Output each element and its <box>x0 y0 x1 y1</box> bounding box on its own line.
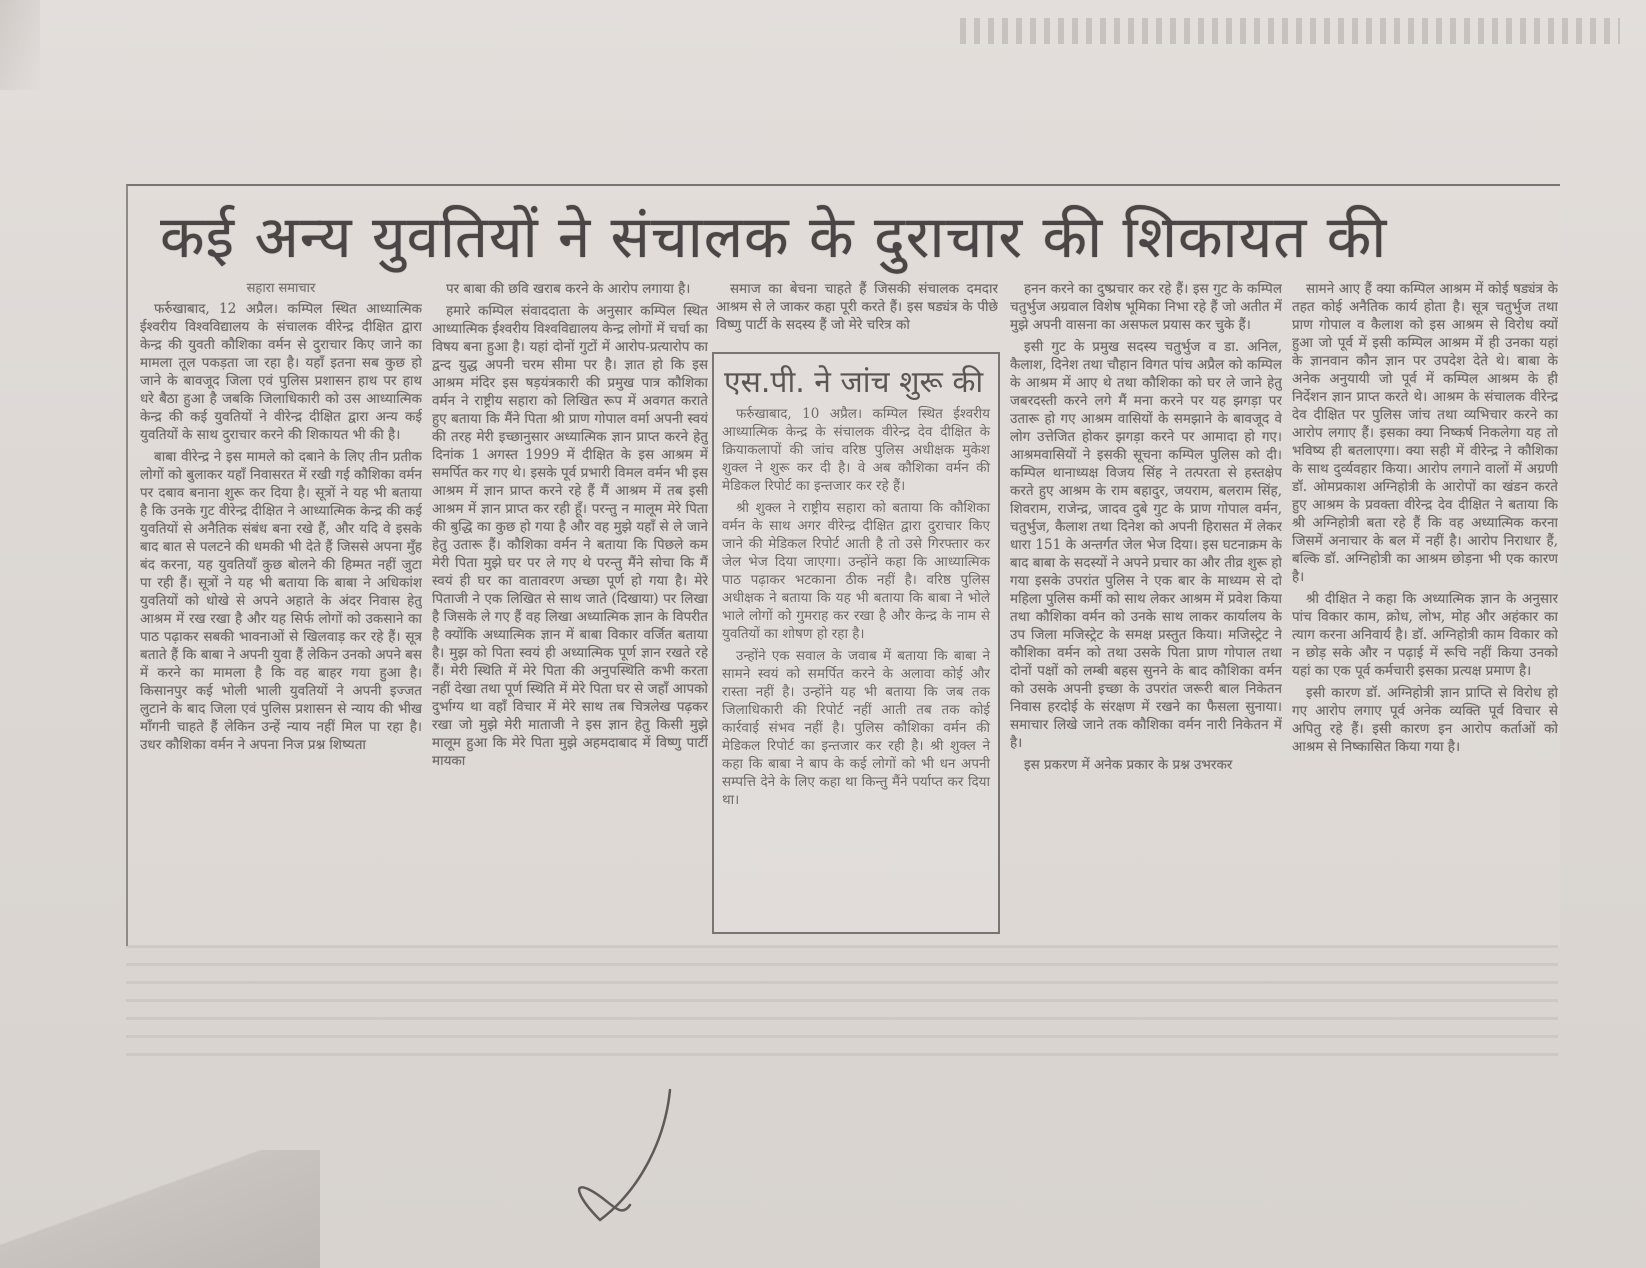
paragraph: इसी गुट के प्रमुख सदस्य चतुर्भुज व डा. अनिल, कैलाश, दिनेश तथा चौहान विगत पांच अप्रैल को कम्पिल के आश्रम में आए थे तथा कौशिका को घर ले जाने हेतु जबरदस्ती करने लगे मैं मना करने पर यह झगड़ा पर उतारू हो गए आश्रम वासियों के समझाने के बावजूद वे लोग उत्तेजित होकर झगड़ा करने पर आमादा हो गए। आश्रमवासियों ने इसकी सूचना कम्पिल पुलिस को दी। कम्पिल थानाध्यक्ष विजय सिंह ने तत्परता से हस्तक्षेप करते हुए आश्रम के राम बहादुर, जयराम, बलराम सिंह, शिवराम, राजेन्द्र, जादव दुबे गुट के प्राण गोपाल वर्मन, चतुर्भुज, कैलाश तथा दिनेश को अपनी हिरासत में लेकर धारा 151 के अन्तर्गत जेल भेज दिया। इस घटनाक्रम के बाद बाबा के सदस्यों ने अपने प्रचार का और तीव्र शुरू हो गया इसके उपरांत पुलिस ने एक बार के माध्यम से दो महिला पुलिस कर्मी को साथ लेकर आश्रम में प्रवेश किया तथा कौशिका वर्मन को उनके साथ लाकर कार्यालय के उप जिला मजिस्ट्रेट के समक्ष प्रस्तुत किया। मजिस्ट्रेट ने कौशिका वर्मन को तथा उसके पिता प्राण गोपाल तथा दोनों पक्षों को लम्बी बहस सुनने के बाद कौशिका वर्मन को उसके अपनी इच्छा के उपरांत जरूरी बाल निकेतन निवास हरदोई के संरक्षण में रखने का फैसला सुनाया। समाचार लिखे जाने तक कौशिका वर्मन नारी निकेतन में है। <box>1010 339 1282 751</box>
paragraph: हमारे कम्पिल संवाददाता के अनुसार कम्पिल स्थित आध्यात्मिक ईश्वरीय विश्वविद्यालय केन्द्र लोगों में चर्चा का विषय बना हुआ है। यहां दोनों गुटों में आरोप-प्रत्यारोप का द्वन्द युद्ध अपनी चरम सीमा पर है। ज्ञात हो कि इस आश्रम मंदिर इस षड़यंत्रकारी की प्रमुख पात्र कौशिका वर्मन ने राष्ट्रीय सहारा को लिखित रूप में अवगत कराते हुए बताया कि मैंने पिता श्री प्राण गोपाल वर्मा अपनी स्वयं की तरह मेरी इच्छानुसार अध्यात्मिक ज्ञान प्राप्त करने हेतु दिनांक 1 अगस्त 1999 में दीक्षित के इस आश्रम में समर्पित कर गए थे। इसके पूर्व प्रभारी विमल वर्मन भी इस आश्रम में ज्ञान प्राप्त करने रहे हैं मैं आश्रम में तब इसी आश्रम में ज्ञान प्राप्त कर रही हूँ। परन्तु न मालूम मेरे पिता की बुद्धि का कुछ हो गया है और वह मुझे यहाँ से ले जाने हेतु उतारू हैं। कौशिका वर्मन ने बताया कि पिछले कम मेरी पिता मुझे घर पर ले गए थे परन्तु मैंने सोचा कि मैं स्वयं ही घर का वातावरण अच्छा पूर्ण हो गया है। मेरे पिताजी ने एक लिखित से साथ जाते (दिखाया) पर लिखा है जिसके ले गए हैं वह लिखा अध्यात्मिक ज्ञान के विपरीत है क्योंकि अध्यात्मिक ज्ञान में बाबा विकार वर्जित बताया है। मुझ को पिता स्वयं ही अध्यात्मिक पूर्ण ज्ञान रखते रहे हैं। मेरी स्थिति में मेरे पिता की अनुपस्थिति कभी करता नहीं देखा तथा पूर्ण स्थिति में मेरे पिता घर से जहाँ आपको दुर्भाग्य था वहाँ विचार में मेरे साथ तब चित्रलेख पढ़कर रखा जो मुझे मेरी माताजी ने इस ज्ञान हेतु किसी मुझे मालूम हुआ कि मेरे पिता मुझे अहमदाबाद में विष्णु पार्टी मायका <box>432 303 708 769</box>
paragraph: श्री शुक्ल ने राष्ट्रीय सहारा को बताया कि कौशिका वर्मन के साथ अगर वीरेन्द्र दीक्षित द्वारा दुराचार किए जाने की मेडिकल रिपोर्ट आती है तो उसे गिरफ्तार कर जेल भेज दिया जाएगा। उन्होंने कहा कि आध्यात्मिक पाठ पढ़ाकर भटकाना ठीक नहीं है। वरिष्ठ पुलिस अधीक्षक ने बताया कि यह भी बताया कि बाबा ने भोले भाले लोगों को गुमराह कर रखा है और केन्द्र के नाम से युवतियों का शोषण हो रहा है। <box>722 500 990 642</box>
article-column-1 <box>140 280 422 920</box>
top-edge-scan-artifact <box>960 18 1620 44</box>
paragraph: समाज का बेचना चाहते हैं जिसकी संचालक दमदार आश्रम से ले जाकर कहा पूरी करते हैं। इस षड्यंत्र के पीछे विष्णु पार्टी के सदस्य हैं जो मेरे चरित्र को <box>716 281 998 333</box>
paragraph: पर बाबा की छवि खराब करने के आरोप लगाया है। <box>446 281 691 297</box>
article-column-2 <box>432 280 708 920</box>
paragraph: श्री दीक्षित ने कहा कि अध्यात्मिक ज्ञान के अनुसार पांच विकार काम, क्रोध, लोभ, मोह और अहंकार का त्याग करना अनिवार्य है। डॉ. अग्निहोत्री काम विकार को न छोड़ सके और न पढ़ाई में रूचि नहीं किया उनको यहां का एक पूर्व कर्मचारी इसका प्रत्यक्ष प्रमाण है। <box>1292 591 1558 679</box>
paragraph: इसी कारण डॉ. अग्निहोत्री ज्ञान प्राप्ति से विरोध हो गए आरोप लगाए पूर्व अनेक व्यक्ति पूर्व विचार से अपितु रहे हैं। इसी कारण इन आरोप कर्ताओं को आश्रम से निष्कासित किया गया है। <box>1292 685 1558 755</box>
paragraph: उन्होंने एक सवाल के जवाब में बताया कि बाबा ने सामने स्वयं को समर्पित करने के अलावा कोई और रास्ता नहीं है। उन्होंने यह भी बताया कि जब तक जिलाधिकारी की रिपोर्ट नहीं आती तब तक कोई कार्रवाई संभव नहीं है। पुलिस कौशिका वर्मन की मेडिकल रिपोर्ट का इन्तजार कर रही है। श्री शुक्ल ने कहा कि बाबा ने बाप के कई लोगों को भी धन अपनी सम्पत्ति देने के लिए कहा था किन्तु मैंने पर्याप्त कर दिया था। <box>722 648 990 808</box>
paragraph: फर्रुखाबाद, 12 अप्रैल। कम्पिल स्थित आध्यात्मिक ईश्वरीय विश्वविद्यालय के संचालक वीरेन्द्र दीक्षित द्वारा केन्द्र की युवती कौशिका वर्मन से दुराचार किए जाने का मामला तूल पकड़ता जा रहा है। यहाँ इतना सब कुछ हो जाने के बावजूद जिला एवं पुलिस प्रशासन हाथ पर हाथ धरे बैठा हुआ है जबकि जिलाधिकारी को उस आध्यात्मिक केन्द्र की कई युवतियों ने वीरेन्द्र दीक्षित द्वारा अन्य कई युवतियों के साथ दुराचार करने की शिकायत भी की है। <box>140 301 422 443</box>
box-body <box>714 405 998 809</box>
paragraph: इस प्रकरण में अनेक प्रकार के प्रश्न उभरकर <box>1024 757 1233 773</box>
pen-mark-signature <box>560 1080 740 1230</box>
paragraph: हनन करने का दुष्प्रचार कर रहे हैं। इस गुट के कम्पिल चतुर्भुज अग्रवाल विशेष भूमिका निभा रहे हैं जो अतीत में मुझे अपनी वासना का असफल प्रयास कर चुके हैं। <box>1010 281 1282 333</box>
paragraph: फर्रुखाबाद, 10 अप्रैल। कम्पिल स्थित ईश्वरीय आध्यात्मिक केन्द्र के संचालक वीरेन्द्र देव दीक्षित के क्रियाकलापों की जांच वरिष्ठ पुलिस अधीक्षक मुकेश शुक्ल ने शुरू कर दी है। वे अब कौशिका वर्मन की मेडिकल रिपोर्ट का इन्तजार कर रहे हैं। <box>722 406 990 494</box>
paragraph: सामने आए हैं क्या कम्पिल आश्रम में कोई षड्यंत्र के तहत कोई अनैतिक कार्य होता है। सूत्र चतुर्भुज तथा प्राण गोपाल व कैलाश को इस आश्रम से विरोध क्यों हुआ जो पूर्व में इसी कम्पिल आश्रम में ही उनका यहां के ज्ञानवान कौन ज्ञान पर उपदेश देते थे। बाबा के अनेक अनुयायी जो पूर्व में कम्पिल आश्रम के ही निर्देशन ज्ञान प्राप्त करते थे। आश्रम के संचालक वीरेन्द्र देव दीक्षित पर पुलिस जांच तथा व्यभिचार करने का आरोप लगाए हैं। इसका क्या निष्कर्ष निकलेगा यह तो भविष्य ही बतलाएगा। क्या सही में वीरेन्द्र ने कौशिका के साथ दुर्व्यवहार किया। आरोप लगाने वालों में अग्रणी डॉ. ओमप्रकाश अग्निहोत्री के आरोपों का खंडन करते हुए आश्रम के प्रवक्ता वीरेन्द्र देव दीक्षित ने बताया कि श्री अग्निहोत्री बता रहे हैं कि वह अध्यात्मिक करना जिसमें अनाचार के बल में नहीं है। आरोप निराधार हैं, बल्कि डॉ. अग्निहोत्री का आश्रम छोड़ना भी एक कारण है। <box>1292 281 1558 585</box>
article-column-5 <box>1292 280 1558 920</box>
paper-fold-shadow <box>0 1150 320 1268</box>
paragraph: बाबा वीरेन्द्र ने इस मामले को दबाने के लिए तीन प्रतीक लोगों को बुलाकर यहाँ निवासरत में रखी गई कौशिका वर्मन पर दबाव बनाना शुरू कर दिया है। सूत्रों ने यह भी बताया है कि उनके गुट वीरेन्द्र दीक्षित ने आध्यात्मिक केन्द्र की कई युवतियों से अनैतिक संबंध बना रखे हैं, और यदि वे इसके बाद बात से पलटने की धमकी भी देते हैं जिससे अपना मुँह बंद करना, यह युवतियाँ कुछ बोलने की हिम्मत नहीं जुटा पा रही हैं। सूत्रों ने यह भी बताया कि बाबा ने अधिकांश युवतियों को धोखे से अपने अहाते के अंदर निवास हेतु आश्रम में रख रखा है और यह सिर्फ लोगों को उकसाने का पाठ पढ़ाकर सबकी भावनाओं से खिलवाड़ कर रहे हैं। सूत्र बताते हैं कि बाबा ने अपनी युवा हैं लेकिन उनको अपने बस में करने का मामला है कि वह बाहर गया हुआ है। किसानपुर कई भोली भाली युवतियों ने अपनी इज्जत लुटाने के बाद जिला एवं पुलिस प्रशासन से न्याय की भीख माँगनी चाहते हैं लेकिन उन्हें न्याय नहीं मिल पा रहा है। उधर कौशिका वर्मन ने अपना निज प्रश्न शिष्यता <box>140 449 422 753</box>
byline: सहारा समाचार <box>246 281 316 296</box>
box-heading: एस.पी. ने जांच शुरू की <box>724 365 984 400</box>
headline: कई अन्य युवतियों ने संचालक के दुराचार की शिकायत की <box>160 203 1388 271</box>
sidebar-news-box <box>712 352 1000 934</box>
bleed-through-text <box>126 945 1558 1065</box>
article-column-4 <box>1010 280 1282 920</box>
page-corner-shadow <box>0 0 40 90</box>
